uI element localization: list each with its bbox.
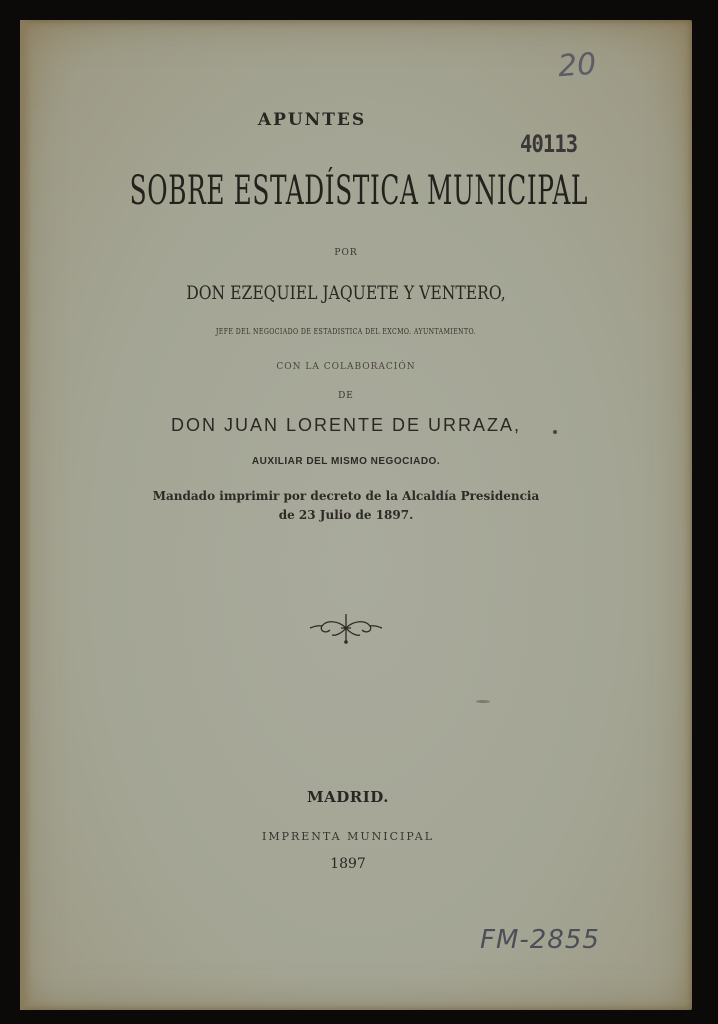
cover-title: SOBRE ESTADÍSTICA MUNICIPAL [129,168,588,214]
of-label: DE [338,391,354,401]
coauthor-name: DON JUAN LORENTE DE URRAZA, [170,415,522,435]
paper-speck [476,700,490,703]
paper-speck [553,430,557,434]
decree-line-2: de 23 Julio de 1897. [278,508,414,522]
publication-year: 1897 [330,856,366,872]
collaboration-label: CON LA COLABORACIÓN [276,362,416,372]
book-cover [20,20,692,1010]
fleuron-icon [308,610,384,646]
library-stamp: 40113 [520,130,578,158]
author-position: JEFE DEL NEGOCIADO DE ESTADÍSTICA DEL EXCMO. AYUNTAMIENTO. [215,327,477,336]
publication-city: MADRID. [307,788,389,806]
decree-line-1: Mandado imprimir por decreto de la Alcaldía Presidencia [152,489,540,503]
author-name: DON EZEQUIEL JAQUETE Y VENTERO, [186,282,506,304]
cover-heading: APUNTES [257,110,367,130]
by-label: POR [334,248,358,258]
coauthor-position: AUXILIAR DEL MISMO NEGOCIADO. [251,456,441,467]
shelfmark: FM-2855 [480,925,600,955]
printer-name: IMPRENTA MUNICIPAL [261,830,435,843]
handwritten-number: 20 [556,46,598,85]
